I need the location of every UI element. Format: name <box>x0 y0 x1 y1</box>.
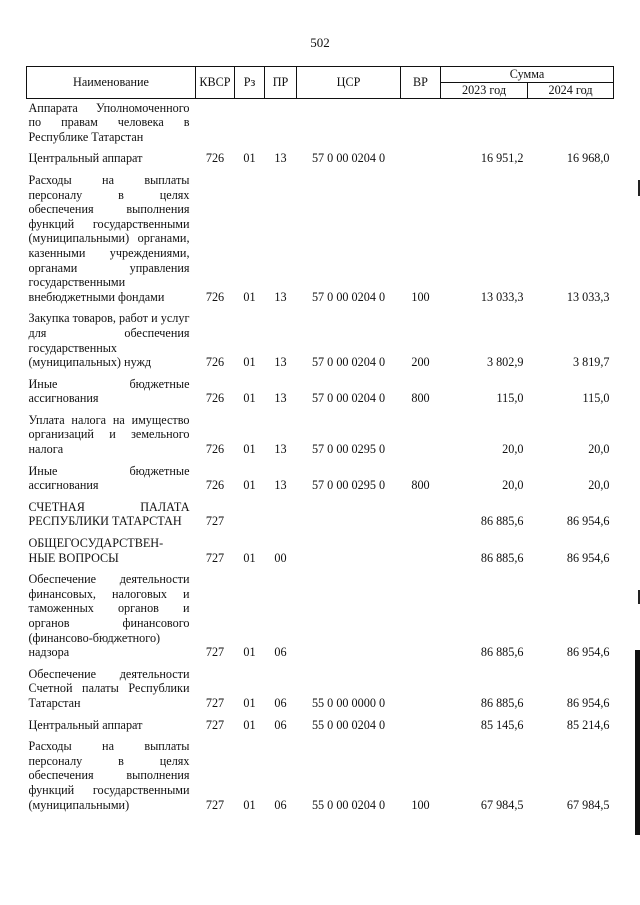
table-row <box>27 460 614 496</box>
header-name: Наименование <box>27 67 196 99</box>
cell-csr: 57 0 00 0295 0 <box>311 442 386 457</box>
scan-edge-bar <box>635 650 640 835</box>
cell-csr: 55 0 00 0000 0 <box>311 695 386 710</box>
cell-pr: 13 <box>274 289 287 304</box>
cell-rz: 01 <box>243 391 256 406</box>
cell-y2023: 115,0 <box>496 391 524 406</box>
cell-pr: 13 <box>274 391 287 406</box>
cell-kvsr: 726 <box>205 442 225 457</box>
table-row <box>27 98 614 147</box>
table-row <box>27 373 614 409</box>
cell-vr: 100 <box>411 797 430 812</box>
cell-y2023: 85 145,6 <box>480 717 524 732</box>
cell-pr: 06 <box>274 797 287 812</box>
cell-vr <box>401 409 441 460</box>
cell-y2024: 86 954,6 <box>566 645 610 660</box>
cell-y2023: 86 885,6 <box>480 695 524 710</box>
cell-rz: 01 <box>243 289 256 304</box>
table-row <box>27 568 614 663</box>
cell-y2024: 16 968,0 <box>566 151 610 166</box>
cell-y2024: 86 954,6 <box>566 695 610 710</box>
cell-y2024: 115,0 <box>582 391 610 406</box>
cell-name: Иные бюджетные ассигнования <box>28 376 190 406</box>
cell-kvsr: 726 <box>205 478 225 493</box>
cell-vr: 200 <box>411 355 430 370</box>
cell-y2023: 13 033,3 <box>480 289 524 304</box>
cell-name: Иные бюджетные ассигнования <box>28 463 190 493</box>
cell-csr: 57 0 00 0204 0 <box>311 151 386 166</box>
header-pr: ПР <box>265 67 297 99</box>
cell-vr: 800 <box>411 478 430 493</box>
cell-vr <box>401 496 441 532</box>
cell-pr: 06 <box>274 695 287 710</box>
budget-table <box>26 66 614 815</box>
cell-name: Расходы на выплаты персоналу в целях обеспечения выполнения функций государственными (муниципальными) органами, казенными учреждениями, органами управления государственными внебюджетными фондами <box>28 172 190 304</box>
cell-rz <box>235 496 265 532</box>
table-row <box>27 147 614 169</box>
cell-kvsr: 727 <box>205 797 225 812</box>
header-vr: ВР <box>401 67 441 99</box>
cell-rz: 01 <box>243 645 256 660</box>
cell-kvsr: 727 <box>205 695 225 710</box>
cell-pr: 13 <box>274 478 287 493</box>
cell-kvsr: 727 <box>205 514 225 529</box>
cell-name: ОБЩЕГОСУДАРСТВЕН-НЫЕ ВОПРОСЫ <box>28 536 164 565</box>
cell-kvsr: 727 <box>205 717 225 732</box>
cell-pr: 06 <box>274 717 287 732</box>
cell-kvsr: 727 <box>205 645 225 660</box>
table-row <box>27 735 614 815</box>
cell-pr: 00 <box>274 550 287 565</box>
cell-vr <box>401 532 441 568</box>
cell-vr <box>401 663 441 714</box>
cell-y2023: 86 885,6 <box>480 645 524 660</box>
cell-kvsr: 726 <box>205 355 225 370</box>
cell-vr <box>401 714 441 736</box>
cell-name: Центральный аппарат <box>28 151 143 166</box>
cell-csr: 55 0 00 0204 0 <box>311 717 386 732</box>
cell-pr: 13 <box>274 151 287 166</box>
cell-kvsr: 726 <box>205 151 225 166</box>
cell-csr: 57 0 00 0204 0 <box>311 355 386 370</box>
cell-vr <box>401 147 441 169</box>
cell-y2024: 20,0 <box>588 442 610 457</box>
cell-y2024: 20,0 <box>588 478 610 493</box>
cell-rz: 01 <box>243 797 256 812</box>
cell-csr: 55 0 00 0204 0 <box>311 797 386 812</box>
cell-y2023: 86 885,6 <box>480 550 524 565</box>
table-row <box>27 714 614 736</box>
cell-kvsr: 726 <box>205 391 225 406</box>
cell-y2024: 13 033,3 <box>566 289 610 304</box>
cell-pr <box>265 496 297 532</box>
cell-name: Закупка товаров, работ и услуг для обеспечения государственных (муниципальных) нужд <box>28 311 190 370</box>
header-sum: Сумма <box>441 67 614 83</box>
cell-y2024 <box>528 98 614 147</box>
cell-name: Аппарата Уполномоченного по правам человека в Республике Татарстан <box>28 100 190 144</box>
table-row <box>27 663 614 714</box>
cell-y2023: 20,0 <box>502 442 524 457</box>
cell-rz: 01 <box>243 478 256 493</box>
cell-csr <box>297 98 401 147</box>
cell-kvsr <box>196 98 235 147</box>
cell-rz: 01 <box>243 695 256 710</box>
cell-rz: 01 <box>243 550 256 565</box>
table-row <box>27 409 614 460</box>
cell-kvsr: 726 <box>205 289 225 304</box>
cell-y2023: 16 951,2 <box>480 151 524 166</box>
cell-pr <box>265 98 297 147</box>
cell-kvsr: 727 <box>205 550 225 565</box>
cell-name: Уплата налога на имущество организаций и земельного налога <box>28 412 190 457</box>
cell-y2024: 86 954,6 <box>566 550 610 565</box>
cell-y2023 <box>441 98 528 147</box>
cell-y2024: 85 214,6 <box>566 717 610 732</box>
cell-csr <box>297 532 401 568</box>
header-csr: ЦСР <box>297 67 401 99</box>
header-rz: Рз <box>235 67 265 99</box>
table-row <box>27 532 614 568</box>
cell-pr: 13 <box>274 355 287 370</box>
cell-rz: 01 <box>243 151 256 166</box>
cell-name: СЧЕТНАЯ ПАЛАТА РЕСПУБЛИКИ ТАТАРСТАН <box>28 499 190 529</box>
cell-vr: 100 <box>411 289 430 304</box>
cell-rz <box>235 98 265 147</box>
page-number: 502 <box>310 35 330 50</box>
cell-name: Расходы на выплаты персоналу в целях обеспечения выполнения функций государственными (муниципальными) <box>28 739 190 812</box>
cell-name: Обеспечение деятельности финансовых, налоговых и таможенных органов и органов финансового (финансово-бюджетного) надзора <box>28 572 190 660</box>
cell-y2023: 67 984,5 <box>480 797 524 812</box>
cell-y2023: 86 885,6 <box>480 514 524 529</box>
header-kvsr: КВСР <box>196 67 235 99</box>
header-year-2023: 2023 год <box>441 83 528 99</box>
cell-name: Центральный аппарат <box>28 717 143 732</box>
cell-vr: 800 <box>411 391 430 406</box>
cell-vr <box>401 98 441 147</box>
cell-rz: 01 <box>243 355 256 370</box>
table-row <box>27 496 614 532</box>
cell-pr: 06 <box>274 645 287 660</box>
cell-vr <box>401 568 441 663</box>
cell-csr: 57 0 00 0204 0 <box>311 391 386 406</box>
table-row <box>27 169 614 307</box>
cell-y2023: 20,0 <box>502 478 524 493</box>
table-row <box>27 307 614 372</box>
cell-csr <box>297 568 401 663</box>
cell-y2024: 3 819,7 <box>572 355 610 370</box>
cell-rz: 01 <box>243 717 256 732</box>
cell-csr <box>297 496 401 532</box>
cell-y2024: 67 984,5 <box>566 797 610 812</box>
cell-csr: 57 0 00 0204 0 <box>311 289 386 304</box>
cell-y2023: 3 802,9 <box>486 355 524 370</box>
cell-name: Обеспечение деятельности Счетной палаты Республики Татарстан <box>28 666 190 710</box>
cell-csr: 57 0 00 0295 0 <box>311 478 386 493</box>
cell-y2024: 86 954,6 <box>566 514 610 529</box>
header-year-2024: 2024 год <box>528 83 614 99</box>
cell-pr: 13 <box>274 442 287 457</box>
cell-rz: 01 <box>243 442 256 457</box>
